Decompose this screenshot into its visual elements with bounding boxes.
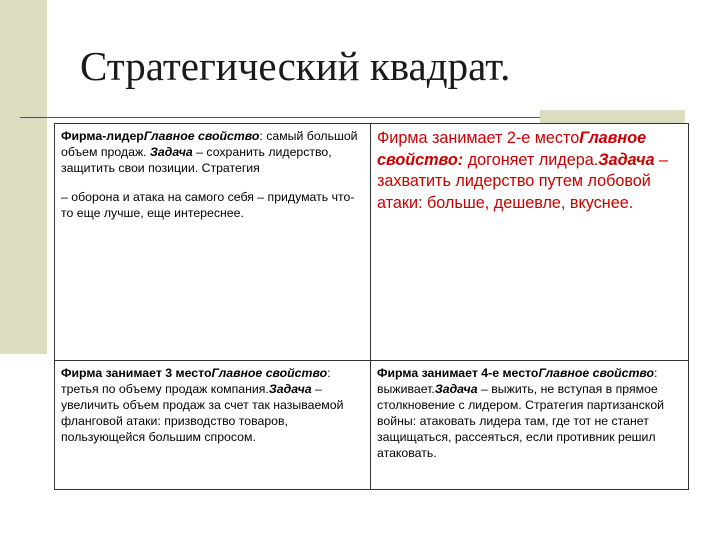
property-text: : третья по объему продаж компания. [61, 366, 331, 396]
task-text: – сохранить лидерство, защитить свои позиции. Стратегия [61, 145, 332, 175]
task-text: – увеличить объем продаж за счет так называемой фланговой атаки: призводство товаров, пользующейся большим спросом. [61, 382, 344, 444]
property-label: Главное свойство [143, 129, 260, 143]
paragraph-gap [61, 176, 364, 189]
quadrant-challenger [371, 124, 689, 361]
task-label: Задача [598, 150, 655, 169]
strategy-quadrant-table [54, 123, 689, 490]
table-row [55, 361, 689, 490]
task-label: Задача [268, 382, 312, 396]
slide-title: Стратегический квадрат. [80, 43, 511, 89]
property-text: : выживает. [377, 366, 658, 396]
table-row [55, 124, 689, 361]
quadrant-heading: Фирма занимает 3 место [61, 366, 212, 380]
task-label: Задача [434, 382, 478, 396]
strategy-text: – оборона и атака на самого себя – придумать что-то еще лучше, еще интереснее. [61, 190, 355, 220]
property-label: Главное свойство: [377, 129, 647, 169]
quadrant-leader [55, 124, 371, 361]
property-text: догоняет лидера. [463, 150, 599, 169]
title-underline [20, 117, 540, 118]
task-label: Задача [150, 145, 193, 159]
left-decor-bar [0, 0, 47, 354]
task-text: – выжить, не вступая в прямое столкновение с лидером. Стратегия партизанской войны: атаковать лидера там, где тот не станет защищаться, рассеяться, если противник решил атаковать. [377, 382, 665, 460]
property-label: Главное свойство [538, 366, 655, 380]
task-text: – захватить лидерство путем лобовой атаки: больше, дешевле, вкуснее. [377, 150, 668, 212]
corner-decor-block [540, 110, 685, 124]
quadrant-fourth-place [371, 361, 689, 490]
quadrant-heading: Фирма занимает 2-е место [377, 129, 580, 147]
property-text: : самый большой объем продаж. [61, 129, 358, 159]
quadrant-heading: Фирма занимает 4-е место [377, 366, 539, 380]
property-label: Главное свойство [211, 366, 328, 380]
quadrant-third-place [55, 361, 371, 490]
quadrant-heading: Фирма-лидер [61, 129, 144, 143]
